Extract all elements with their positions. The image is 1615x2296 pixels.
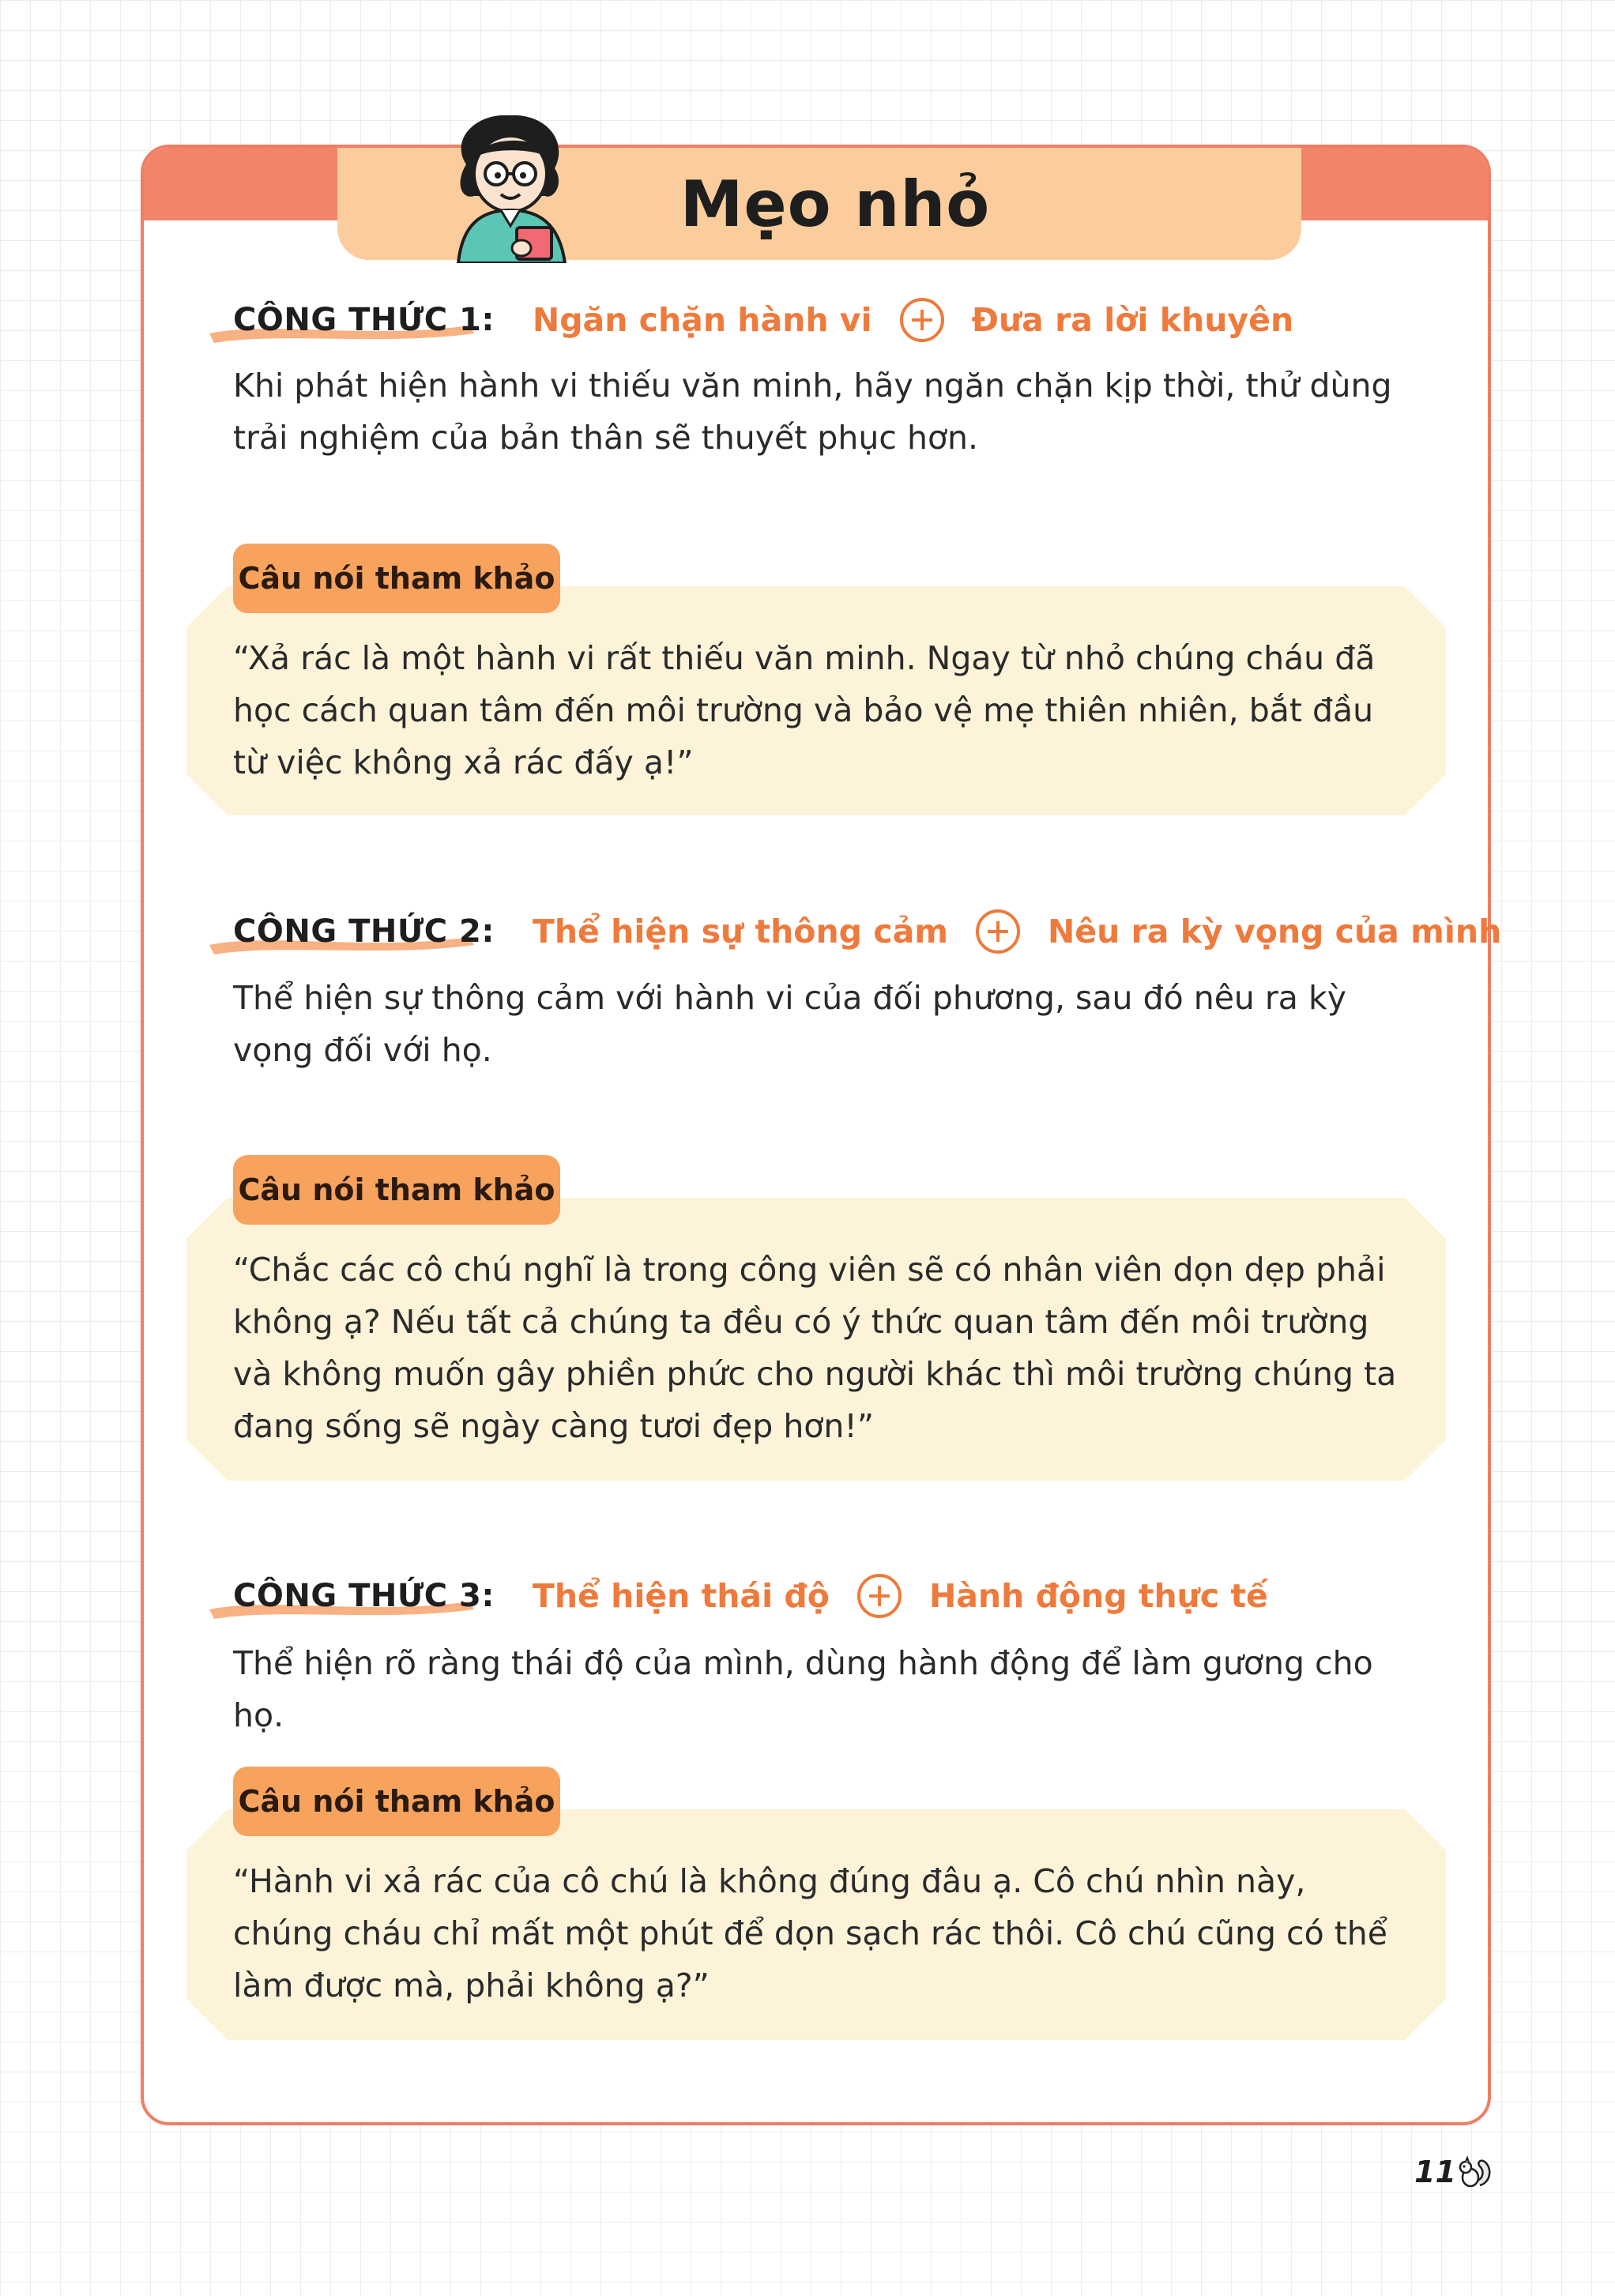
girl-mascot-icon	[435, 109, 585, 263]
formula-3-reference-badge: Câu nói tham khảo	[233, 1767, 560, 1836]
formula-2-reference-badge: Câu nói tham khảo	[233, 1155, 560, 1225]
formula-1-reference-quote: “Xả rác là một hành vi rất thiếu văn minh. Ngay từ nhỏ chúng cháu đã học cách quan tâm đến môi trường và bảo vệ mẹ thiên nhiên, bắt đầu từ việc không xả rác đấy ạ!”	[233, 639, 1376, 781]
formula-2-tag	[233, 913, 495, 950]
formula-2-description: Thể hiện sự thông cảm với hành vi của đối phương, sau đó nêu ra kỳ vọng đối với họ.	[233, 979, 1346, 1069]
formula-1-description: Khi phát hiện hành vi thiếu văn minh, hãy ngăn chặn kịp thời, thử dùng trải nghiệm của bản thân sẽ thuyết phục hơn.	[233, 367, 1392, 457]
formula-3-description: Thể hiện rõ ràng thái độ của mình, dùng hành động để làm gương cho họ.	[233, 1644, 1373, 1734]
formula-3-tag	[233, 1578, 495, 1614]
squirrel-icon	[1456, 2154, 1493, 2190]
formula-3-row	[233, 1568, 1268, 1624]
formula-1-tag	[233, 302, 495, 338]
plus-circle-icon	[975, 909, 1021, 954]
card-header-right-strip	[1300, 148, 1488, 220]
formula-3-part-a: Thể hiện thái độ	[532, 1577, 830, 1615]
formula-3-part-b: Hành động thực tế	[928, 1577, 1268, 1615]
page-number: 11	[1414, 2155, 1456, 2189]
plus-circle-icon	[856, 1573, 902, 1619]
formula-2-part-a: Thể hiện sự thông cảm	[532, 913, 948, 950]
formula-2-reference-quote: “Chắc các cô chú nghĩ là trong công viên sẽ có nhân viên dọn dẹp phải không ạ? Nếu tất cả chúng ta đều có ý thức quan tâm đến môi trường và không muốn gây phiền phức cho người khác thì môi trường chúng ta đang sống sẽ ngày càng tươi đẹp hơn!”	[233, 1251, 1397, 1445]
formula-2-row	[233, 904, 1501, 959]
formula-3-label: CÔNG THỨC 3:	[233, 1578, 495, 1614]
formula-3-reference-quote: “Hành vi xả rác của cô chú là không đúng đâu ạ. Cô chú nhìn này, chúng cháu chỉ mất một phút để dọn sạch rác thôi. Cô chú cũng có thể làm được mà, phải không ạ?”	[233, 1862, 1388, 2004]
formula-1-row	[233, 292, 1293, 348]
formula-1-part-a: Ngăn chặn hành vi	[532, 301, 872, 339]
formula-2-part-b: Nêu ra kỳ vọng của mình	[1047, 913, 1502, 950]
plus-circle-icon	[899, 297, 945, 343]
formula-1-part-b: Đưa ra lời khuyên	[971, 301, 1294, 339]
formula-2-label: CÔNG THỨC 2:	[233, 913, 495, 950]
formula-1-label: CÔNG THỨC 1:	[233, 302, 495, 338]
page-title: Mẹo nhỏ	[680, 167, 991, 241]
formula-1-reference-badge: Câu nói tham khảo	[233, 544, 560, 613]
